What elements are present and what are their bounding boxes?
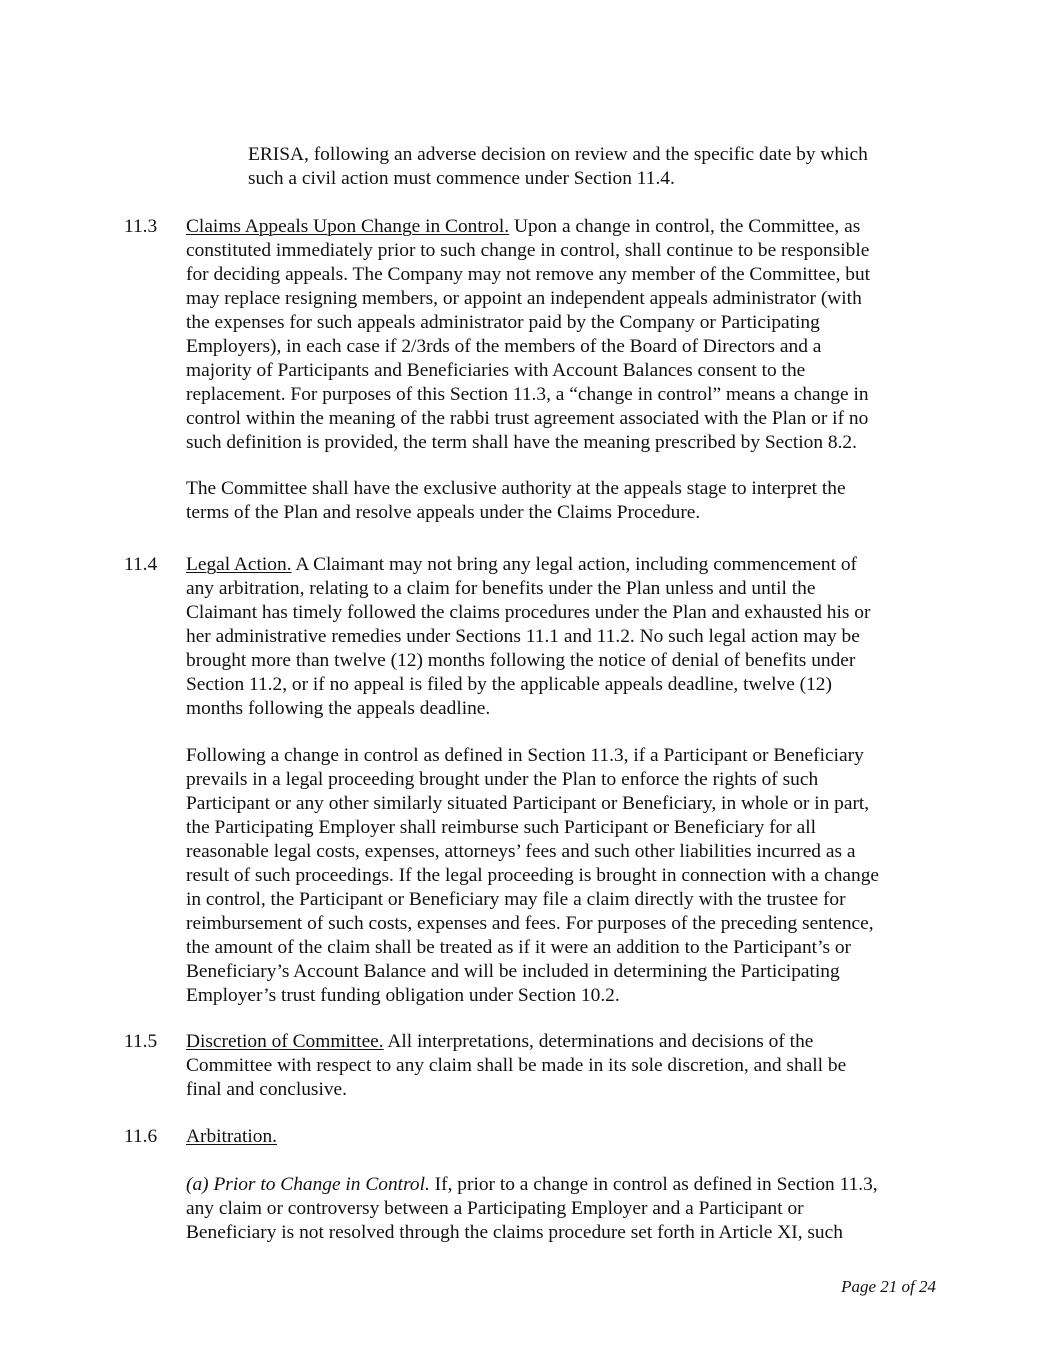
subsection-lead: If, prior to a change in control as defined in Section 11.3, bbox=[429, 1174, 878, 1195]
section-lead-line bbox=[186, 1030, 813, 1054]
section-lead-line bbox=[186, 553, 857, 577]
page-number: Page 21 of 24 bbox=[841, 1277, 936, 1296]
section-heading: Claims Appeals Upon Change in Control. bbox=[186, 216, 510, 237]
section-lead: Upon a change in control, the Committee, as bbox=[509, 216, 861, 237]
section-number: 11.3 bbox=[124, 216, 158, 237]
section-lead-line bbox=[186, 215, 860, 239]
section-lead: A Claimant may not bring any legal action, including commencement of bbox=[291, 554, 857, 575]
section-heading: Arbitration. bbox=[186, 1126, 278, 1147]
continuation-text: ERISA, following an adverse decision on review and the specific date by which such a civil action must commence under Section 11.4. bbox=[248, 144, 868, 189]
section-heading: Legal Action. bbox=[186, 554, 292, 575]
section-paragraph: The Committee shall have the exclusive authority at the appeals stage to interpret the terms of the Plan and resolve appeals under the Claims Procedure. bbox=[186, 478, 846, 523]
section-body: any arbitration, relating to a claim for benefits under the Plan unless and until the Claimant has timely followed the claims procedures under the Plan and exhausted his or her administrative remedies under Sections 11.1 and 11.2. No such legal action may be brought more than twelve (12) months following the notice of denial of benefits under Section 11.2, or if no appeal is filed by the applicable appeals deadline, twelve (12) months following the appeals deadline. bbox=[186, 578, 871, 719]
section-body: constituted immediately prior to such change in control, shall continue to be responsible for deciding appeals. The Company may not remove any member of the Committee, but may replace resigning members, or appoint an independent appeals administrator (with the expenses for such appeals administrator paid by the Company or Participating Employers), in each case if 2/3rds of the members of the Board of Directors and a majority of Participants and Beneficiaries with Account Balances consent to the replacement. For purposes of this Section 11.3, a “change in control” means a change in control within the meaning of the rabbi trust agreement associated with the Plan or if no such definition is provided, the term shall have the meaning prescribed by Section 8.2. bbox=[186, 240, 871, 453]
subsection-body: any claim or controversy between a Participating Employer and a Participant or Beneficiary is not resolved through the claims procedure set forth in Article XI, such bbox=[186, 1198, 843, 1243]
section-lead: All interpretations, determinations and decisions of the bbox=[383, 1031, 814, 1052]
section-paragraph: Following a change in control as defined in Section 11.3, if a Participant or Beneficiary prevails in a legal proceeding brought under the Plan to enforce the rights of such Participant or any other similarly situated Participant or Beneficiary, in whole or in part, the Participating Employer shall reimburse such Participant or Beneficiary for all reasonable legal costs, expenses, attorneys’ fees and such other liabilities incurred as a result of such proceedings. If the legal proceeding is brought in connection with a change in control, the Participant or Beneficiary may file a claim directly with the trustee for reimbursement of such costs, expenses and fees. For purposes of the preceding sentence, the amount of the claim shall be treated as if it were an addition to the Participant’s or Beneficiary’s Account Balance and will be included in determining the Participating Employer’s trust funding obligation under Section 10.2. bbox=[186, 745, 879, 1006]
subsection-lead-line bbox=[186, 1173, 878, 1197]
subsection-heading: (a) Prior to Change in Control. bbox=[186, 1174, 430, 1195]
section-heading-line bbox=[186, 1125, 277, 1149]
section-number: 11.6 bbox=[124, 1126, 158, 1147]
section-body: Committee with respect to any claim shall be made in its sole discretion, and shall be final and conclusive. bbox=[186, 1055, 847, 1100]
section-heading: Discretion of Committee. bbox=[186, 1031, 384, 1052]
section-number: 11.4 bbox=[124, 554, 158, 575]
section-number: 11.5 bbox=[124, 1031, 158, 1052]
